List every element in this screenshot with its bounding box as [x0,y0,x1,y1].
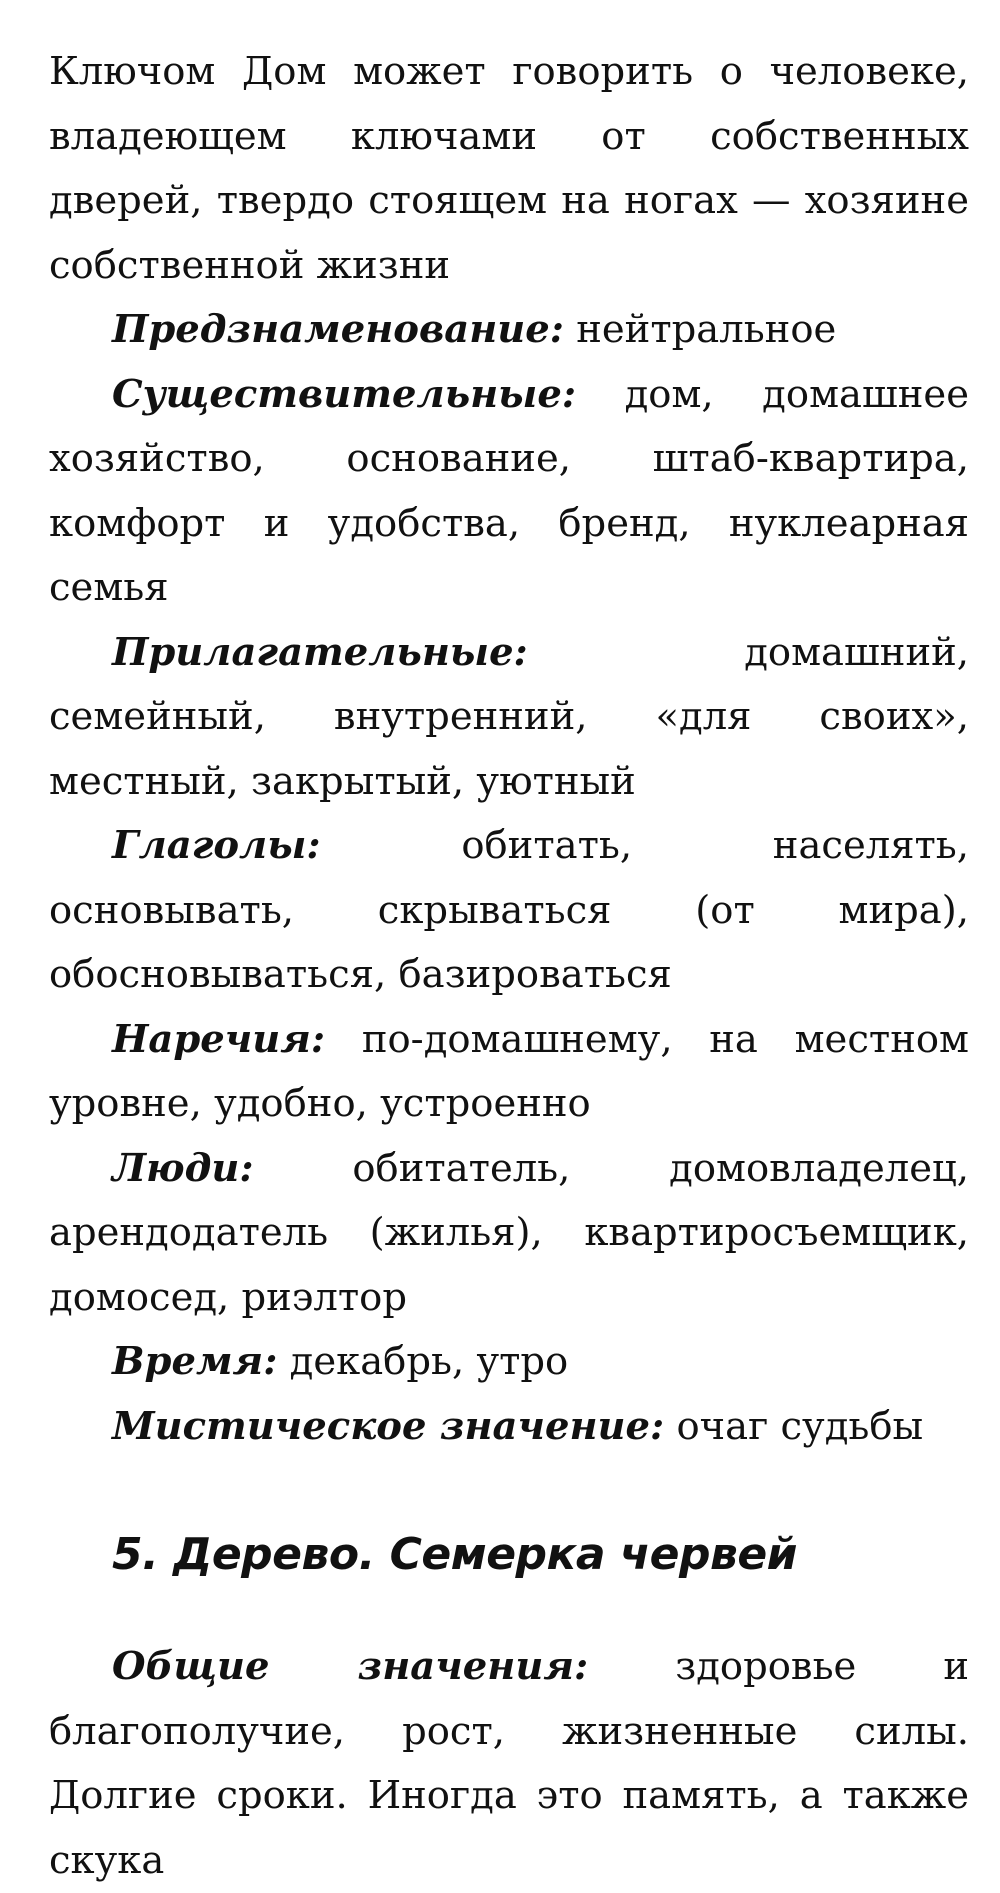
entry-term: Глаголы: [112,823,321,868]
entry-term: Предзнаменование: [112,307,564,352]
entry-text: домашний, семейный, внутренний, «для своих», местный, закрытый, уютный [49,629,969,804]
entry-text: нейтральное [576,307,837,352]
entry-time [49,1330,969,1395]
entry-adverbs [49,1008,969,1137]
entry-adjectives [49,621,969,815]
entry-text: по-домашнему, на местном уровне, удобно, устроенно [49,1016,969,1126]
entry-text: декабрь, утро [289,1339,569,1384]
entry-general-meanings [49,1635,969,1893]
entry-term: Люди: [112,1145,254,1191]
entry-text: обитатель, домовладелец, арендодатель (жилья), квартиросъемщик, домосед, риэлтор [49,1145,969,1320]
entry-term: Прилагательные: [112,629,528,675]
entry-mystic [49,1395,969,1460]
section-heading: 5. Дерево. Семерка червей [112,1529,797,1580]
entry-term: Время: [112,1339,278,1384]
entry-term: Общие значения: [112,1644,589,1689]
entry-term: Существительные: [112,371,577,417]
entry-nouns [49,363,969,621]
intro-paragraph: Ключом Дом может говорить о человеке, владеющем ключами от собственных дверей, твердо стоящем на ногах — хозяине собственной жизни [49,49,969,288]
entry-people [49,1137,969,1331]
entry-omen [49,298,969,363]
entry-verbs [49,814,969,1008]
entry-text: очаг судьбы [676,1403,924,1449]
book-page [49,40,969,1893]
entry-text: обитать, населять, основывать, скрываться (от мира), обосновываться, базироваться [49,823,969,997]
entry-text: дом, домашнее хозяйство, основание, штаб-квартира, комфорт и удобства, бренд, нуклеарная семья [49,371,969,610]
entry-term: Мистическое значение: [112,1403,665,1449]
entry-term: Наречия: [112,1016,326,1062]
entry-text: здоровье и благополучие, рост, жизненные силы. Долгие сроки. Иногда это память, а также скука [49,1644,969,1883]
